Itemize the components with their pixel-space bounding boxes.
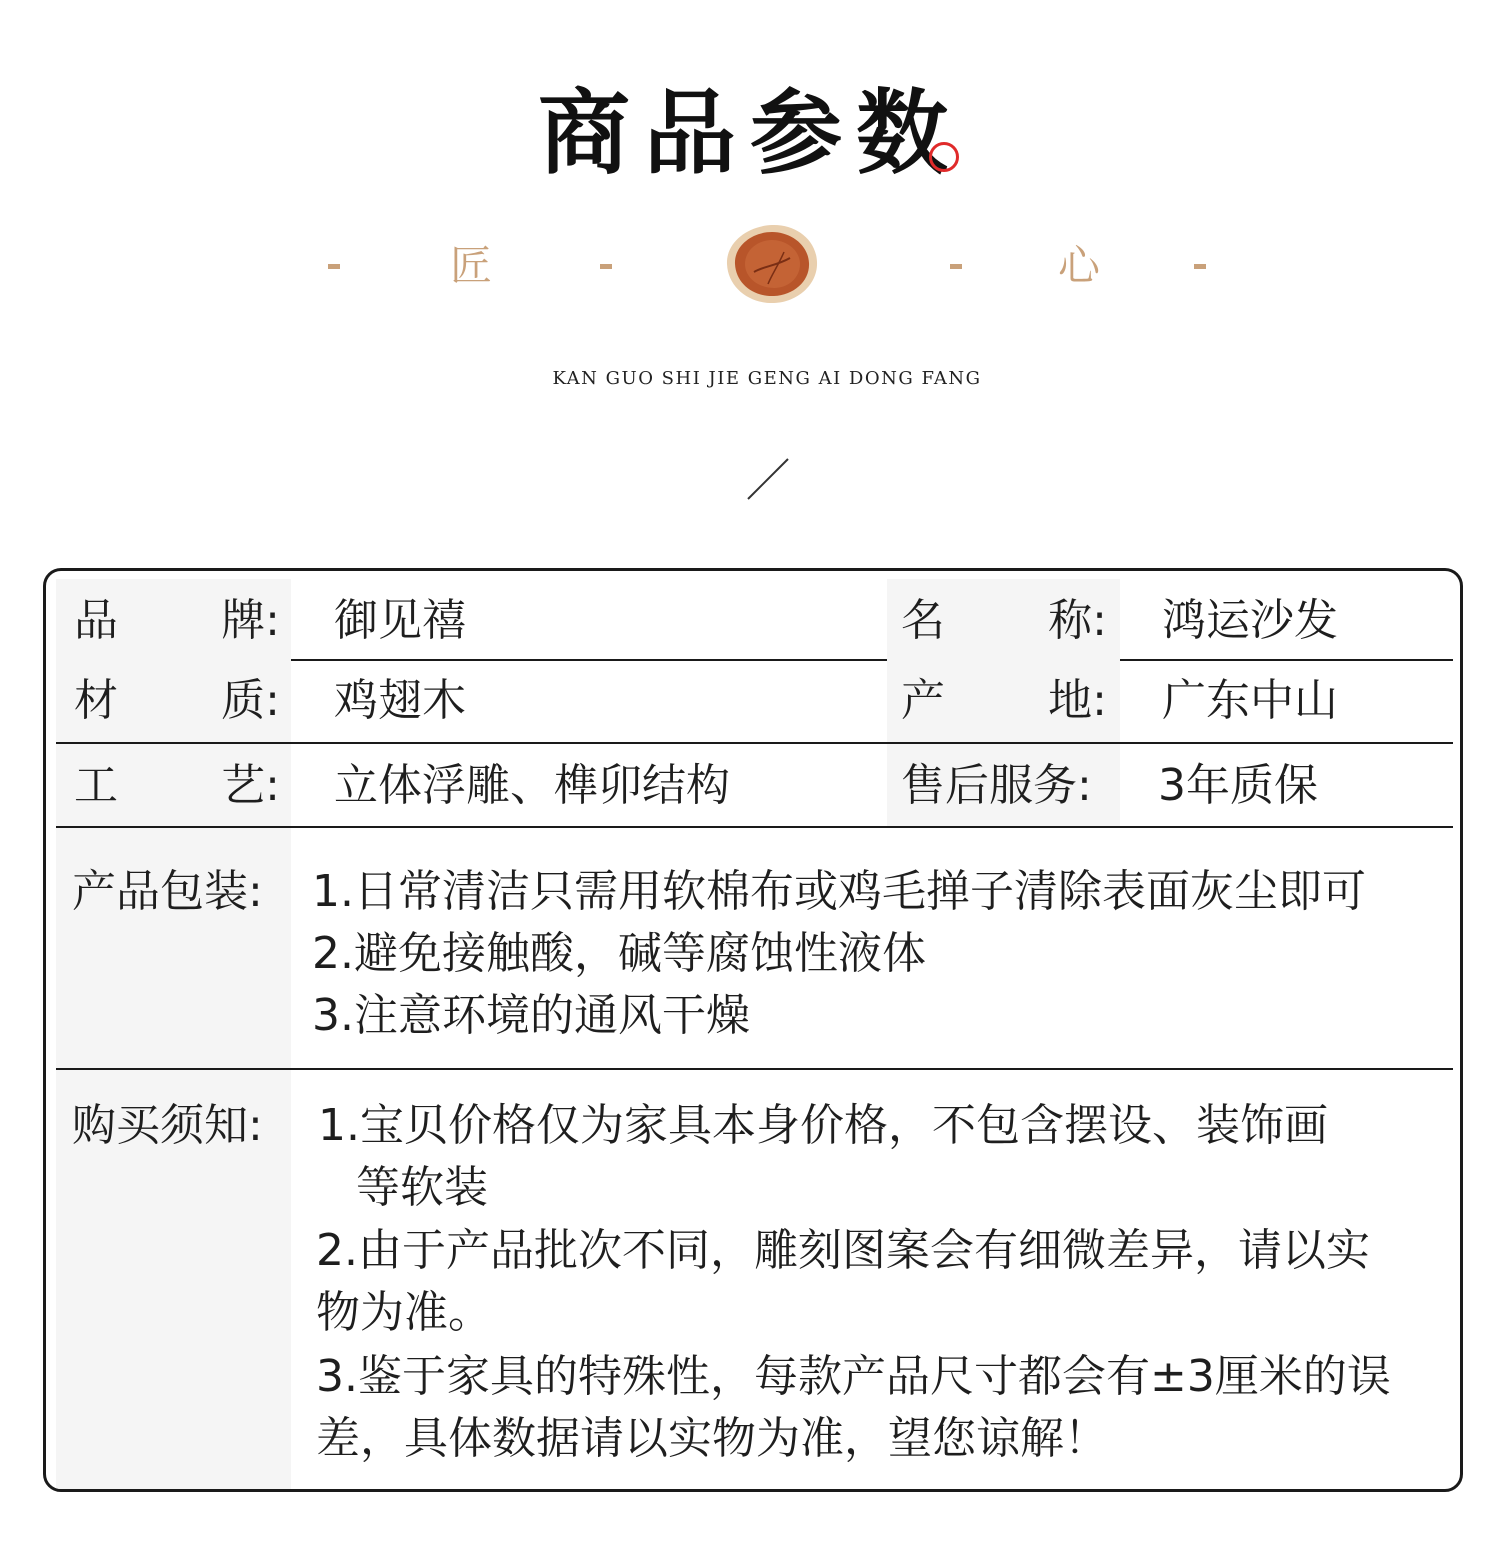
page-title: 商品参数	[537, 79, 962, 187]
label-cell	[56, 1070, 291, 1490]
params-card	[43, 568, 1463, 1492]
params-row-packaging	[56, 828, 1453, 1070]
params-row-notice	[56, 1070, 1453, 1490]
ornament-char-right: 心	[1058, 241, 1101, 290]
label-cell	[56, 744, 291, 826]
label-material: 材 质:	[74, 675, 280, 726]
label-cell	[56, 659, 291, 742]
label-brand: 品 牌:	[74, 595, 280, 646]
label-craft: 工 艺:	[74, 760, 280, 811]
label-notice: 购买须知:	[72, 1100, 263, 1151]
label-cell	[887, 579, 1120, 659]
label-cell	[56, 828, 291, 1068]
wood-slice-icon	[724, 222, 820, 306]
value-notice-line-2: 2.由于产品批次不同，雕刻图案会有细微差异，请以实物为准。	[316, 1225, 1370, 1338]
value-aftersale: 3年质保	[1158, 760, 1318, 811]
value-notice-line-1: 1.宝贝价格仅为家具本身价格，不包含摆设、装饰画	[318, 1100, 1328, 1151]
label-cell	[887, 744, 1120, 826]
label-aftersale: 售后服务:	[901, 760, 1092, 811]
red-circle-mark	[929, 142, 959, 172]
page-subtitle: KAN GUO SHI JIE GENG AI DONG FANG	[552, 368, 982, 389]
label-cell	[887, 659, 1120, 742]
ornament-dash	[328, 264, 340, 269]
params-row-material-origin	[56, 659, 1453, 744]
ornament-dash	[950, 264, 962, 269]
value-packaging-line-3: 3.注意环境的通风干燥	[312, 990, 750, 1041]
value-notice-line-3: 3.鉴于家具的特殊性，每款产品尺寸都会有±3厘米的误差，具体数据请以实物为准，望您谅解！	[316, 1351, 1391, 1464]
value-packaging-line-1: 1.日常清洁只需用软棉布或鸡毛掸子清除表面灰尘即可	[312, 866, 1366, 917]
value-brand: 御见禧	[334, 595, 466, 646]
value-material: 鸡翅木	[334, 675, 466, 726]
label-origin: 产 地:	[901, 675, 1107, 726]
ornament-dash	[600, 264, 612, 269]
value-origin: 广东中山	[1162, 675, 1338, 726]
value-notice-line-1-cont: 等软装	[356, 1162, 488, 1213]
label-packaging: 产品包装:	[72, 866, 263, 917]
slash-divider-icon	[744, 456, 792, 502]
value-craft: 立体浮雕、榫卯结构	[334, 760, 730, 811]
value-name: 鸿运沙发	[1162, 595, 1338, 646]
label-cell	[56, 579, 291, 659]
params-row-brand-name	[56, 579, 1453, 661]
ornament-char-left: 匠	[450, 241, 493, 290]
value-packaging-line-2: 2.避免接触酸，碱等腐蚀性液体	[312, 928, 926, 979]
label-name: 名 称:	[901, 595, 1107, 646]
ornament-dash	[1194, 264, 1206, 269]
params-row-craft-aftersale	[56, 744, 1453, 828]
